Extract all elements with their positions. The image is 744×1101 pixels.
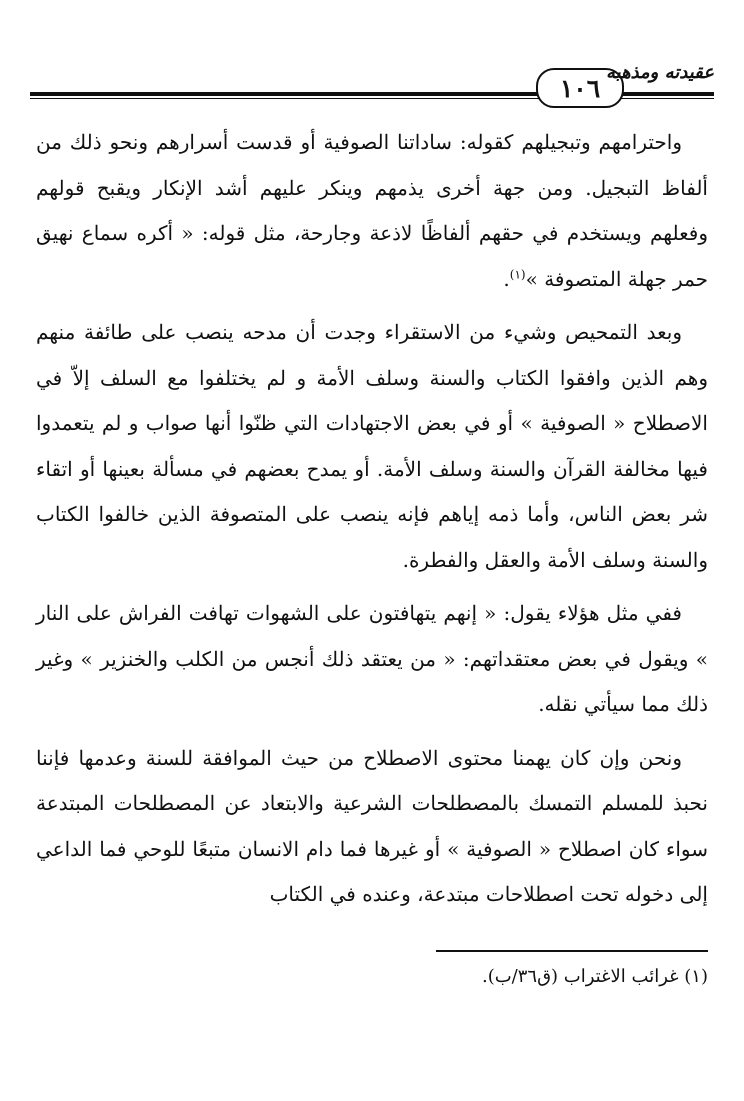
footnote-1: (١) غرائب الاغتراب (ق٣٦/ب).	[481, 966, 708, 987]
page-number: ١٠٦	[536, 68, 624, 108]
paragraph-3: ففي مثل هؤلاء يقول: « إنهم يتهافتون على الشهوات تهافت الفراش على النار » ويقول في بعض معتقداتهم: « من يعتقد ذلك أنجس من الكلب والخنزير » وغير ذلك مما سيأتي نقله.	[36, 601, 708, 716]
body-text	[36, 120, 708, 926]
paragraph-2: وبعد التمحيص وشيء من الاستقراء وجدت أن مدحه ينصب على طائفة منهم وهم الذين وافقوا الكتاب والسنة وسلف الأمة و لم يختلفوا مع السلف إلاّ في الاصطلاح « الصوفية » أو في بعض الاجتهادات التي ظنّوا أنها صواب و لم يتعمدوا فيها مخالفة القرآن والسنة وسلف الأمة. أو يمدح بعضهم في مسألة بعينها أو اتقاء شر بعض الناس، وأما ذمه إياهم فإنه ينصب على المتصوفة الذين خالفوا الكتاب والسنة وسلف الأمة والعقل والفطرة.	[36, 320, 708, 572]
footnote-ref-1[interactable]: (١)	[509, 266, 526, 281]
paragraph-1-text: واحترامهم وتبجيلهم كقوله: ساداتنا الصوفية أو قدست أسرارهم ونحو ذلك من ألفاظ التبجيل. ومن جهة أخرى يذمهم وينكر عليهم أشد الإنكار ويقبح قولهم وفعلهم ويستخدم في حقهم ألفاظًا لاذعة وجارحة، مثل قوله: « أكره سماع نهيق حمر جهلة المتصوفة »	[36, 130, 708, 291]
paragraph-1	[36, 120, 708, 302]
page-header	[30, 56, 714, 106]
running-title: عقيدته ومذهبه	[605, 62, 714, 83]
footnote-rule	[436, 950, 708, 952]
paragraph-1-tail: .	[503, 266, 510, 291]
paragraph-4: ونحن وإن كان يهمنا محتوى الاصطلاح من حيث الموافقة للسنة وعدمها فإننا نحبذ للمسلم التمسك بالمصطلحات الشرعية والابتعاد عن المصطلحات المبتدعة سواء كان اصطلاح « الصوفية » أو غيرها فما دام الانسان متبعًا للوحي فما الداعي إلى دخوله تحت اصطلاحات مبتدعة، وعنده في الكتاب	[36, 745, 708, 906]
